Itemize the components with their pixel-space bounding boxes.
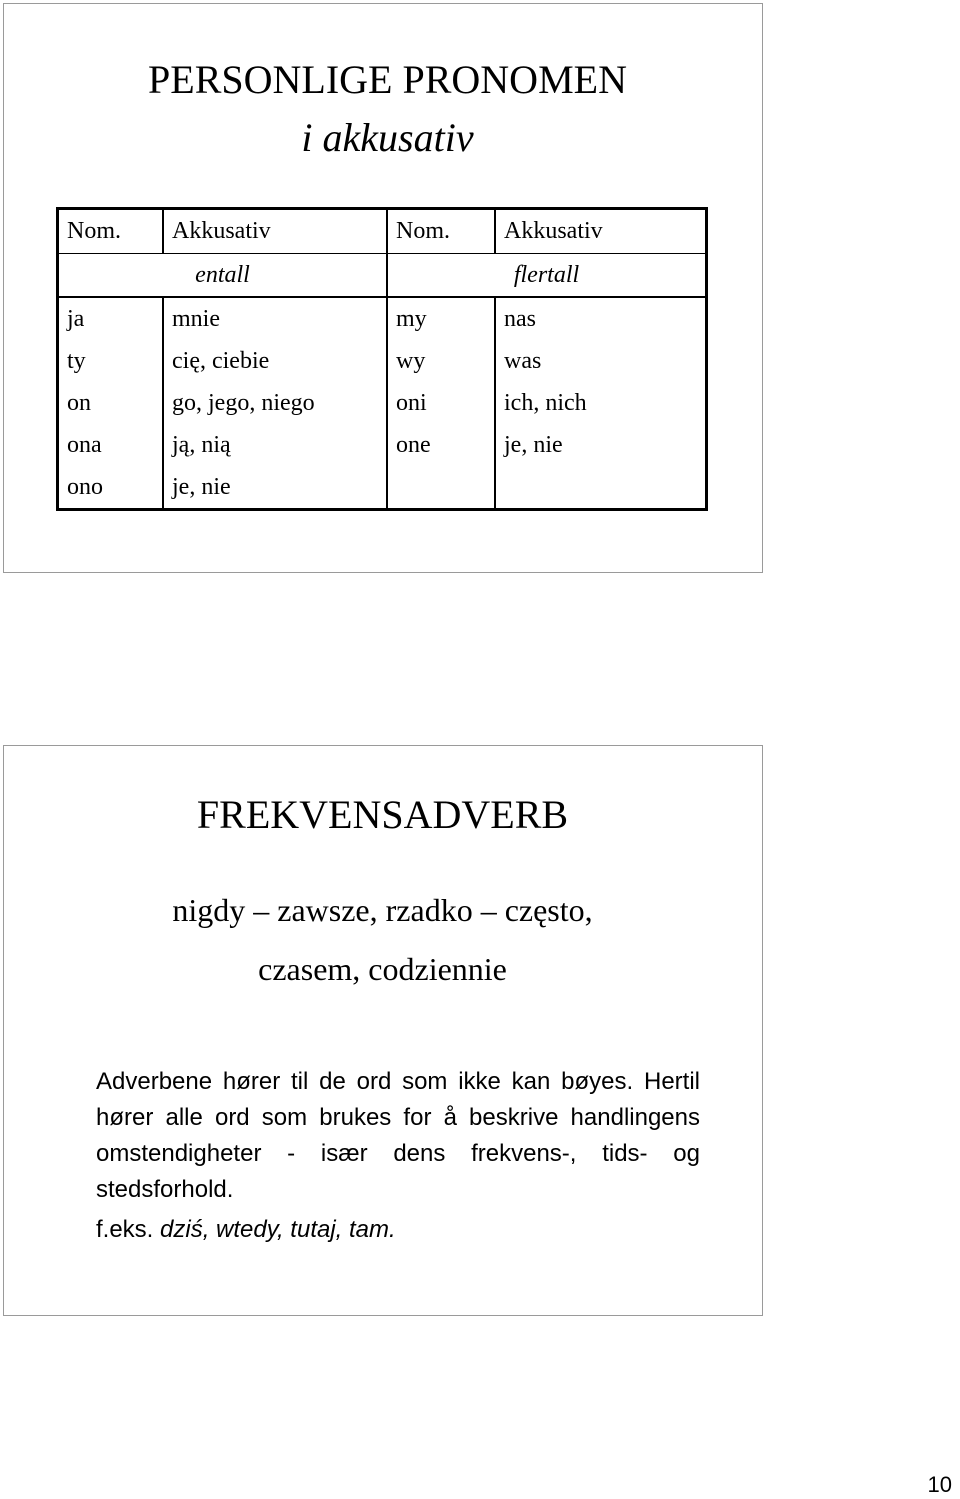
cell: je, nie: [163, 466, 387, 510]
page-number: 10: [927, 1472, 952, 1497]
plural-label: flertall: [387, 254, 707, 298]
header-akkusativ-singular: Akkusativ: [163, 209, 387, 254]
explanation-text: Adverbene hører til de ord som ikke kan bøyes. Hertil hører alle ord som brukes for å beskrive handlingens omstendigheter - især dens frekvens-, tids- og stedsforhold.: [96, 1068, 700, 1203]
explanation-paragraph: [96, 1064, 700, 1208]
cell: [495, 466, 707, 510]
cell: ono: [58, 466, 164, 510]
table-row: [58, 297, 707, 340]
cell: oni: [387, 382, 495, 424]
cell: go, jego, niego: [163, 382, 387, 424]
slide1-subtitle: i akkusativ: [301, 115, 474, 160]
cell: wy: [387, 340, 495, 382]
cell: ona: [58, 424, 164, 466]
cell: was: [495, 340, 707, 382]
cell: cię, ciebie: [163, 340, 387, 382]
cell: je, nie: [495, 424, 707, 466]
example-label: f.eks.: [96, 1216, 154, 1243]
cell: ja: [58, 297, 164, 340]
cell: [387, 466, 495, 510]
cell: ją, nią: [163, 424, 387, 466]
adverbs-line-2: czasem, codziennie: [258, 951, 507, 987]
table-number-row: [58, 254, 707, 298]
cell: one: [387, 424, 495, 466]
table-row: [58, 424, 707, 466]
header-nom-singular: Nom.: [58, 209, 164, 254]
example-line: [96, 1210, 396, 1250]
adverbs-line-1: nigdy – zawsze, rzadko – często,: [172, 892, 593, 928]
slide2-title: FREKVENSADVERB: [196, 792, 569, 837]
cell: nas: [495, 297, 707, 340]
cell: my: [387, 297, 495, 340]
table-row: [58, 466, 707, 510]
cell: on: [58, 382, 164, 424]
table-row: [58, 340, 707, 382]
cell: mnie: [163, 297, 387, 340]
slide1-title: PERSONLIGE PRONOMEN: [148, 57, 627, 102]
cell: ty: [58, 340, 164, 382]
header-nom-plural: Nom.: [387, 209, 495, 254]
pronoun-table: [56, 207, 708, 511]
example-words: dziś, wtedy, tutaj, tam.: [160, 1216, 396, 1243]
table-row: [58, 382, 707, 424]
singular-label: entall: [58, 254, 388, 298]
header-akkusativ-plural: Akkusativ: [495, 209, 707, 254]
cell: ich, nich: [495, 382, 707, 424]
table-header-row: [58, 209, 707, 254]
